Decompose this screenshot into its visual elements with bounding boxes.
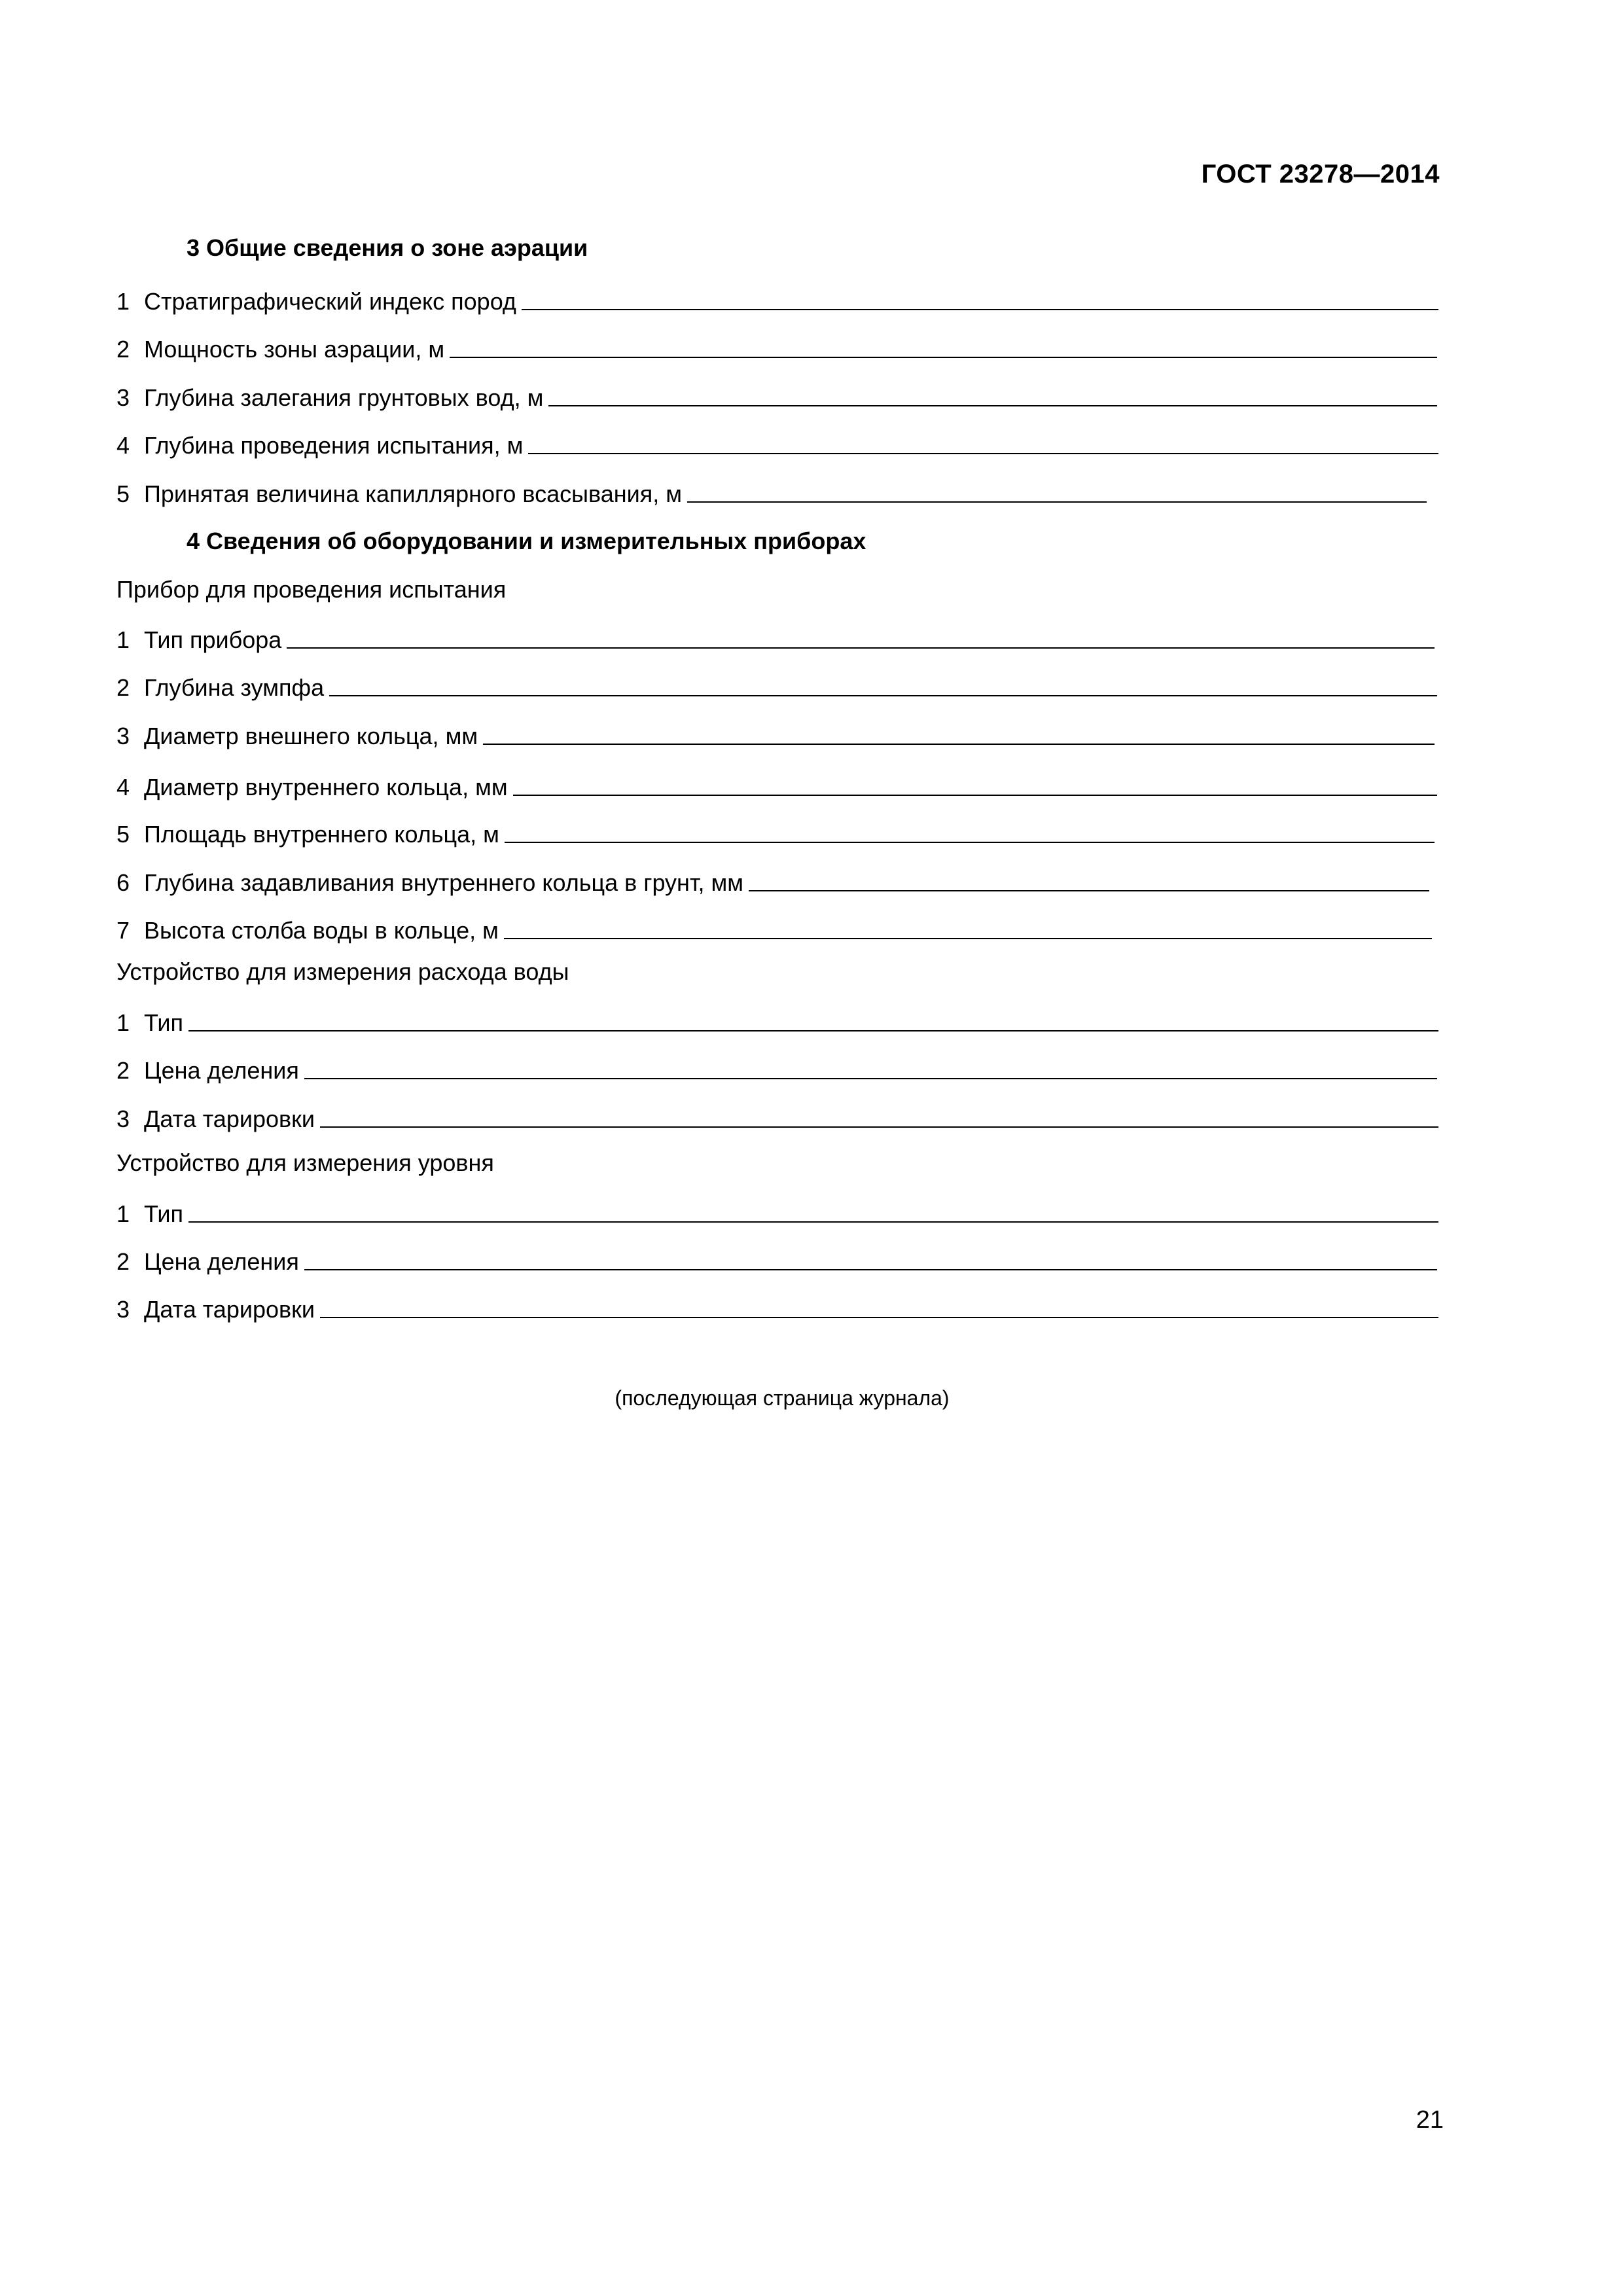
device-heading: Прибор для проведения испытания	[116, 576, 507, 603]
field-label: Тип	[144, 1200, 184, 1227]
field-number: 6	[116, 869, 130, 896]
field-number: 1	[116, 1009, 130, 1036]
field-flow-type[interactable]	[116, 1000, 1438, 1037]
field-label: Стратиграфический индекс пород	[144, 288, 516, 315]
fill-in-line[interactable]	[450, 356, 1437, 358]
field-number: 3	[116, 1296, 130, 1323]
field-device-type[interactable]	[116, 617, 1435, 654]
next-page-caption: (последующая страница журнала)	[615, 1386, 950, 1410]
field-number: 2	[116, 674, 130, 701]
field-label: Тип	[144, 1009, 184, 1036]
field-number: 3	[116, 384, 130, 411]
field-inner-ring-area[interactable]	[116, 812, 1435, 848]
field-label: Глубина проведения испытания, м	[144, 432, 524, 459]
field-water-column-height[interactable]	[116, 908, 1432, 944]
field-stratigraphic-index[interactable]	[116, 279, 1438, 315]
field-label: Дата тарировки	[144, 1105, 315, 1132]
field-number: 5	[116, 480, 130, 507]
field-number: 7	[116, 917, 130, 944]
field-number: 1	[116, 288, 130, 315]
field-label: Тип прибора	[144, 626, 282, 653]
fill-in-line[interactable]	[320, 1126, 1438, 1128]
fill-in-line[interactable]	[504, 937, 1432, 939]
field-label: Высота столба воды в кольце, м	[144, 917, 499, 944]
field-number: 2	[116, 336, 130, 363]
field-number: 4	[116, 432, 130, 459]
field-sump-depth[interactable]	[116, 665, 1437, 702]
field-number: 2	[116, 1248, 130, 1275]
field-capillary-suction[interactable]	[116, 471, 1427, 508]
field-flow-division-value[interactable]	[116, 1048, 1437, 1085]
field-label: Цена деления	[144, 1057, 299, 1084]
field-label: Дата тарировки	[144, 1296, 315, 1323]
fill-in-line[interactable]	[320, 1316, 1438, 1318]
field-flow-calibration-date[interactable]	[116, 1096, 1438, 1133]
field-number: 3	[116, 723, 130, 749]
fill-in-line[interactable]	[522, 308, 1438, 310]
fill-in-line[interactable]	[513, 794, 1437, 796]
field-number: 1	[116, 1200, 130, 1227]
fill-in-line[interactable]	[287, 647, 1435, 649]
field-outer-ring-diameter[interactable]	[116, 713, 1435, 750]
fill-in-line[interactable]	[749, 889, 1429, 891]
fill-in-line[interactable]	[528, 452, 1438, 454]
page-number: 21	[1416, 2106, 1444, 2134]
field-label: Глубина задавливания внутреннего кольца в грунт, мм	[144, 869, 743, 896]
field-label: Площадь внутреннего кольца, м	[144, 821, 499, 848]
field-number: 4	[116, 774, 130, 800]
field-number: 3	[116, 1105, 130, 1132]
field-level-type[interactable]	[116, 1191, 1438, 1228]
fill-in-line[interactable]	[548, 404, 1437, 406]
fill-in-line[interactable]	[687, 501, 1427, 503]
fill-in-line[interactable]	[304, 1077, 1437, 1079]
field-label: Диаметр внутреннего кольца, мм	[144, 774, 508, 800]
field-label: Цена деления	[144, 1248, 299, 1275]
section-3-title: 3 Общие сведения о зоне аэрации	[187, 234, 588, 261]
field-level-division-value[interactable]	[116, 1239, 1437, 1276]
field-label: Мощность зоны аэрации, м	[144, 336, 445, 363]
fill-in-line[interactable]	[304, 1268, 1437, 1270]
flow-device-heading: Устройство для измерения расхода воды	[116, 958, 569, 985]
fill-in-line[interactable]	[505, 841, 1435, 843]
field-label: Диаметр внешнего кольца, мм	[144, 723, 478, 749]
field-inner-ring-diameter[interactable]	[116, 764, 1437, 801]
field-label: Принятая величина капиллярного всасывания, м	[144, 480, 682, 507]
level-device-heading: Устройство для измерения уровня	[116, 1149, 494, 1176]
field-number: 1	[116, 626, 130, 653]
field-number: 5	[116, 821, 130, 848]
section-4-title: 4 Сведения об оборудовании и измерительных приборах	[187, 528, 866, 554]
field-label: Глубина зумпфа	[144, 674, 325, 701]
field-groundwater-depth[interactable]	[116, 375, 1437, 412]
field-test-depth[interactable]	[116, 423, 1438, 459]
fill-in-line[interactable]	[188, 1221, 1438, 1223]
fill-in-line[interactable]	[483, 743, 1435, 745]
field-number: 2	[116, 1057, 130, 1084]
document-code: ГОСТ 23278—2014	[1201, 160, 1440, 188]
fill-in-line[interactable]	[329, 694, 1437, 696]
field-level-calibration-date[interactable]	[116, 1287, 1438, 1323]
fill-in-line[interactable]	[188, 1030, 1438, 1031]
field-aeration-zone-thickness[interactable]	[116, 327, 1437, 363]
field-label: Глубина залегания грунтовых вод, м	[144, 384, 544, 411]
field-ring-insertion-depth[interactable]	[116, 860, 1429, 897]
